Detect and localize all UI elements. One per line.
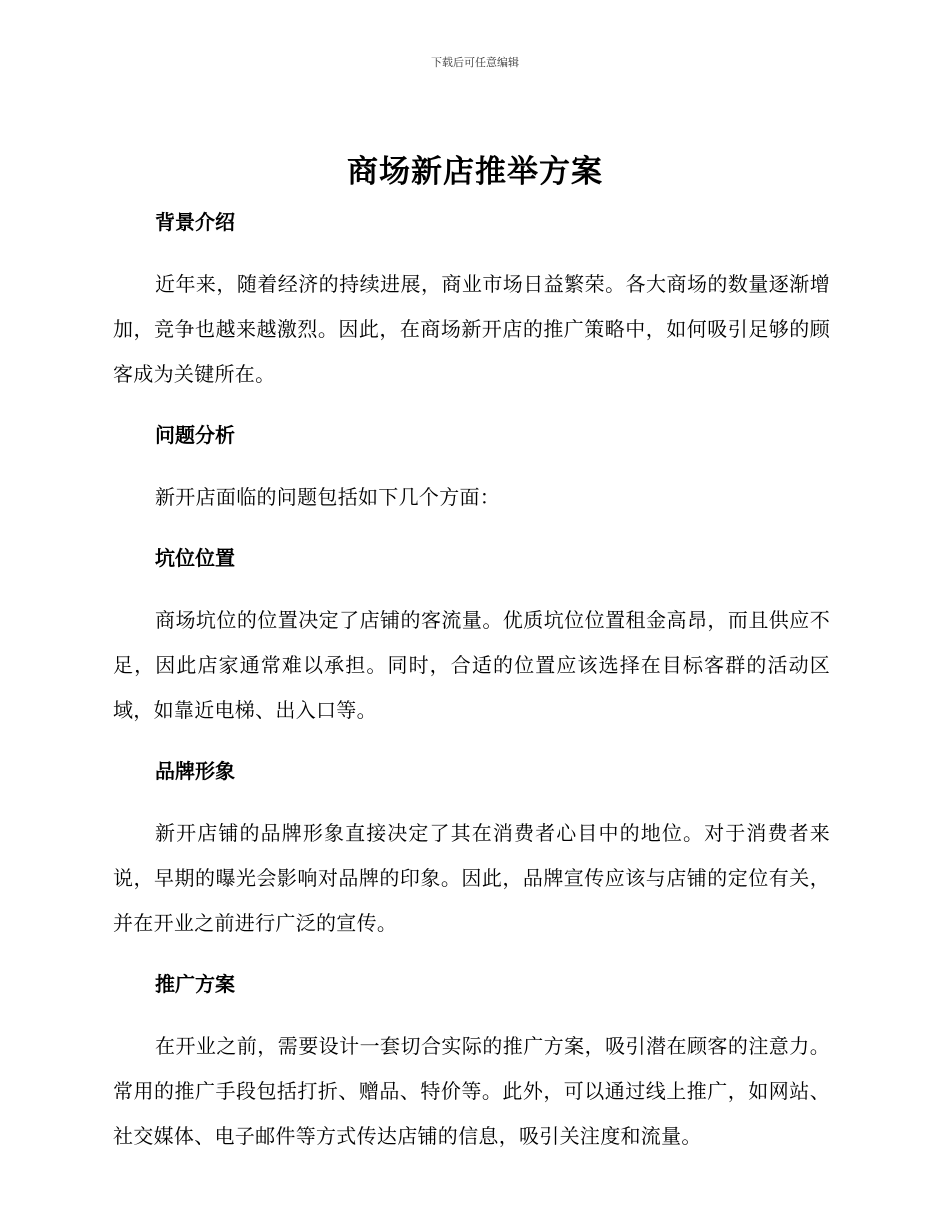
section-heading-brand-image: 品牌形象: [155, 759, 235, 783]
page-header: 下载后可任意编辑: [431, 56, 519, 69]
section-heading-background: 背景介绍: [155, 210, 235, 234]
section-heading-location: 坑位位置: [155, 546, 235, 570]
document-title: 商场新店推举方案: [347, 154, 603, 190]
paragraph-brand-image: 新开店铺的品牌形象直接决定了其在消费者心目中的地位。对于消费者来说，早期的曝光会影响对品牌的印象。因此，品牌宣传应该与店铺的定位有关，并在开业之前进行广泛的宣传。: [113, 821, 830, 935]
document-body: [113, 204, 830, 1179]
paragraph-promotion-plan: 在开业之前，需要设计一套切合实际的推广方案，吸引潜在顾客的注意力。常用的推广手段包括打折、赠品、特价等。此外，可以通过线上推广，如网站、社交媒体、电子邮件等方式传达店铺的信息，吸引关注度和流量。: [113, 1034, 830, 1148]
paragraph-location: 商场坑位的位置决定了店铺的客流量。优质坑位位置租金高昂，而且供应不足，因此店家通常难以承担。同时，合适的位置应该选择在目标客群的活动区域，如靠近电梯、出入口等。: [113, 608, 830, 722]
section-heading-problem-analysis: 问题分析: [155, 423, 235, 447]
section-heading-promotion-plan: 推广方案: [155, 972, 235, 996]
paragraph-problem-analysis: 新开店面临的问题包括如下几个方面：: [155, 485, 501, 509]
paragraph-background: 近年来，随着经济的持续进展，商业市场日益繁荣。各大商场的数量逐渐增加，竞争也越来越激烈。因此，在商场新开店的推广策略中，如何吸引足够的顾客成为关键所在。: [113, 272, 830, 386]
